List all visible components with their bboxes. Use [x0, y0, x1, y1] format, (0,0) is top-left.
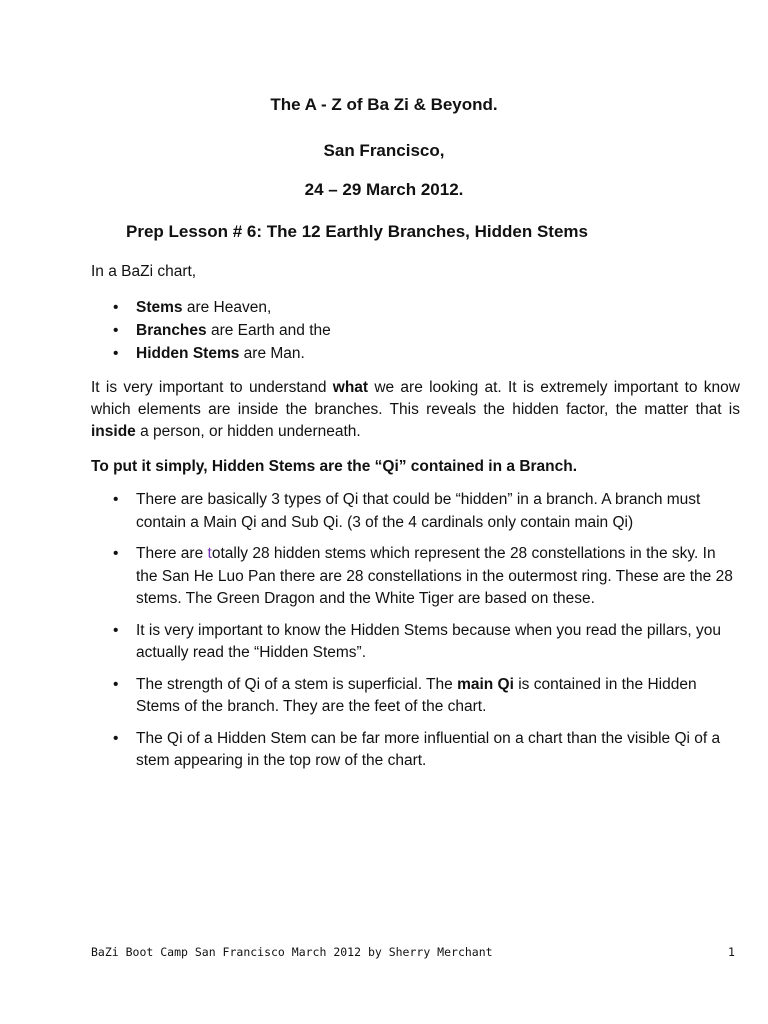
list-item [91, 543, 741, 611]
list-item-text: The strength of Qi of a stem is superficial. The [136, 675, 458, 693]
list-item-text: The Qi of a Hidden Stem can be far more influential on a chart than the visible Qi of a stem appearing in the top row of the chart. [136, 729, 721, 769]
list-item-text: There are [136, 545, 208, 562]
summary-heading: To put it simply, Hidden Stems are the “Qi” contained in a Branch. [91, 458, 578, 475]
intro-text: In a BaZi chart, [91, 263, 197, 280]
list-item-text: otally 28 hidden stems which represent the 28 constellations in the sky. In the San He Luo Pan there are 28 constellations in the outermost ring. These are the 28 stems. The Green Dragon and the White Tiger are based on these. [136, 545, 733, 607]
page-footer: BaZi Boot Camp San Francisco March 2012 by Sherry Merchant [91, 945, 493, 959]
highlighted-letter: t [207, 545, 212, 562]
paragraph-text: a person, or hidden underneath. [135, 423, 361, 440]
hidden-stems-list [91, 489, 741, 782]
term-branches-desc: are Earth and the [206, 322, 331, 339]
term-main-qi: main Qi [457, 675, 514, 693]
list-item [91, 674, 741, 719]
paragraph-bold-inside: inside [91, 423, 136, 440]
location-line: San Francisco, [323, 141, 445, 160]
list-item [91, 342, 331, 365]
term-branches: Branches [136, 322, 207, 339]
paragraph-bold-what: what [332, 379, 369, 396]
list-item-text: There are basically 3 types of Qi that could be “hidden” in a branch. A branch must contain a Main Qi and Sub Qi. (3 of the 4 cardinals only contain main Qi) [136, 491, 701, 531]
list-item-text: is contained in the Hidden Stems of the branch. They are the feet of the chart. [136, 675, 697, 715]
list-item-text: It is very important to know the Hidden Stems because when you read the pillars, you actually read the “Hidden Stems”. [136, 621, 721, 661]
term-hidden-stems-desc: are Man. [239, 345, 305, 362]
paragraph-text: we are looking at. It is extremely important to know which elements are inside the branches. This reveals the hidden factor, the matter that is [91, 379, 740, 418]
list-item [91, 319, 331, 342]
document-title: The A - Z of Ba Zi & Beyond. [270, 95, 498, 114]
page-number: 1 [728, 945, 735, 959]
bazi-chart-list [91, 296, 331, 365]
dates-line: 24 – 29 March 2012. [304, 180, 464, 199]
importance-paragraph [91, 377, 740, 443]
lesson-title: Prep Lesson # 6: The 12 Earthly Branches, Hidden Stems [126, 222, 588, 241]
paragraph-text: It is very important to understand [91, 379, 333, 396]
list-item [91, 728, 741, 773]
term-stems-desc: are Heaven, [182, 299, 272, 316]
list-item [91, 296, 331, 319]
term-stems: Stems [136, 299, 183, 316]
term-hidden-stems: Hidden Stems [136, 345, 240, 362]
list-item [91, 489, 741, 534]
list-item [91, 620, 741, 665]
